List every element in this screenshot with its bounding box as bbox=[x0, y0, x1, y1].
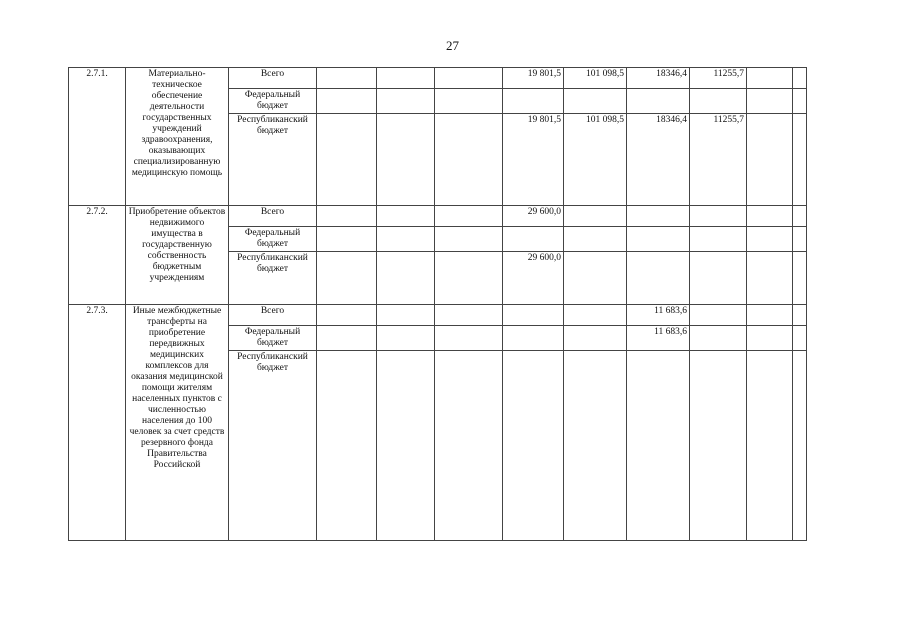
funding-source: Республиканский бюджет bbox=[229, 252, 317, 305]
amount-cell: 19 801,5 bbox=[503, 114, 564, 206]
amount-cell bbox=[317, 326, 377, 351]
funding-source: Федеральный бюджет bbox=[229, 227, 317, 252]
amount-cell bbox=[503, 305, 564, 326]
amount-cell bbox=[317, 305, 377, 326]
funding-source: Всего bbox=[229, 206, 317, 227]
table-row bbox=[69, 68, 807, 89]
amount-cell bbox=[377, 326, 435, 351]
amount-cell: 11255,7 bbox=[690, 68, 747, 89]
amount-cell bbox=[690, 305, 747, 326]
amount-cell bbox=[435, 326, 503, 351]
amount-cell bbox=[564, 305, 627, 326]
amount-cell: 18346,4 bbox=[627, 114, 690, 206]
funding-source: Федеральный бюджет bbox=[229, 89, 317, 114]
amount-cell bbox=[503, 89, 564, 114]
amount-cell bbox=[690, 89, 747, 114]
amount-cell: 19 801,5 bbox=[503, 68, 564, 89]
amount-cell bbox=[377, 351, 435, 541]
item-name: Иные межбюджетные трансферты на приобретение передвижных медицинских комплексов для оказания медицинской помощи жителям населенных пунктов с численностью населения до 100 человек за счет средств резервного фонда Правительства Российской bbox=[126, 305, 229, 541]
amount-cell bbox=[747, 206, 793, 227]
amount-cell bbox=[747, 227, 793, 252]
funding-source: Всего bbox=[229, 305, 317, 326]
amount-cell bbox=[564, 252, 627, 305]
amount-cell bbox=[793, 252, 807, 305]
amount-cell bbox=[627, 206, 690, 227]
item-number: 2.7.2. bbox=[69, 206, 126, 305]
table-row bbox=[69, 206, 807, 227]
amount-cell bbox=[627, 227, 690, 252]
table-row bbox=[69, 305, 807, 326]
amount-cell bbox=[435, 114, 503, 206]
amount-cell bbox=[564, 89, 627, 114]
amount-cell: 29 600,0 bbox=[503, 252, 564, 305]
amount-cell bbox=[377, 114, 435, 206]
funding-source: Республиканский бюджет bbox=[229, 351, 317, 541]
page-number: 27 bbox=[446, 38, 459, 53]
amount-cell bbox=[317, 227, 377, 252]
amount-cell bbox=[690, 351, 747, 541]
amount-cell bbox=[793, 114, 807, 206]
amount-cell bbox=[747, 68, 793, 89]
amount-cell bbox=[564, 326, 627, 351]
amount-cell bbox=[747, 305, 793, 326]
amount-cell bbox=[503, 326, 564, 351]
amount-cell: 101 098,5 bbox=[564, 68, 627, 89]
funding-source: Федеральный бюджет bbox=[229, 326, 317, 351]
amount-cell bbox=[377, 252, 435, 305]
amount-cell: 29 600,0 bbox=[503, 206, 564, 227]
amount-cell bbox=[564, 351, 627, 541]
amount-cell: 101 098,5 bbox=[564, 114, 627, 206]
amount-cell bbox=[627, 252, 690, 305]
amount-cell bbox=[435, 206, 503, 227]
amount-cell bbox=[377, 305, 435, 326]
amount-cell bbox=[690, 326, 747, 351]
amount-cell bbox=[627, 89, 690, 114]
amount-cell bbox=[627, 351, 690, 541]
funding-source: Республиканский бюджет bbox=[229, 114, 317, 206]
amount-cell bbox=[793, 305, 807, 326]
item-number: 2.7.1. bbox=[69, 68, 126, 206]
amount-cell bbox=[317, 206, 377, 227]
amount-cell: 11 683,6 bbox=[627, 326, 690, 351]
amount-cell bbox=[793, 89, 807, 114]
amount-cell bbox=[793, 351, 807, 541]
amount-cell bbox=[690, 206, 747, 227]
amount-cell bbox=[747, 89, 793, 114]
amount-cell bbox=[317, 68, 377, 89]
amount-cell bbox=[747, 326, 793, 351]
amount-cell bbox=[317, 114, 377, 206]
amount-cell: 18346,4 bbox=[627, 68, 690, 89]
amount-cell: 11 683,6 bbox=[627, 305, 690, 326]
amount-cell bbox=[564, 227, 627, 252]
amount-cell bbox=[793, 227, 807, 252]
item-name: Материально-техническое обеспечение деятельности государственных учреждений здравоохранения, оказывающих специализированную медицинскую помощь bbox=[126, 68, 229, 206]
amount-cell bbox=[747, 114, 793, 206]
amount-cell bbox=[690, 227, 747, 252]
amount-cell bbox=[435, 305, 503, 326]
amount-cell bbox=[377, 227, 435, 252]
amount-cell bbox=[747, 351, 793, 541]
amount-cell bbox=[377, 206, 435, 227]
amount-cell bbox=[503, 351, 564, 541]
amount-cell bbox=[435, 68, 503, 89]
item-number: 2.7.3. bbox=[69, 305, 126, 541]
funding-source: Всего bbox=[229, 68, 317, 89]
amount-cell bbox=[503, 227, 564, 252]
amount-cell bbox=[793, 68, 807, 89]
amount-cell bbox=[793, 206, 807, 227]
amount-cell bbox=[690, 252, 747, 305]
amount-cell bbox=[747, 252, 793, 305]
amount-cell bbox=[377, 89, 435, 114]
amount-cell: 11255,7 bbox=[690, 114, 747, 206]
amount-cell bbox=[317, 252, 377, 305]
amount-cell bbox=[564, 206, 627, 227]
amount-cell bbox=[435, 252, 503, 305]
amount-cell bbox=[317, 89, 377, 114]
amount-cell bbox=[377, 68, 435, 89]
amount-cell bbox=[435, 351, 503, 541]
amount-cell bbox=[435, 89, 503, 114]
item-name: Приобретение объектов недвижимого имущества в государственную собственность бюджетным учреждениям bbox=[126, 206, 229, 305]
amount-cell bbox=[435, 227, 503, 252]
amount-cell bbox=[793, 326, 807, 351]
budget-table bbox=[68, 67, 807, 541]
amount-cell bbox=[317, 351, 377, 541]
